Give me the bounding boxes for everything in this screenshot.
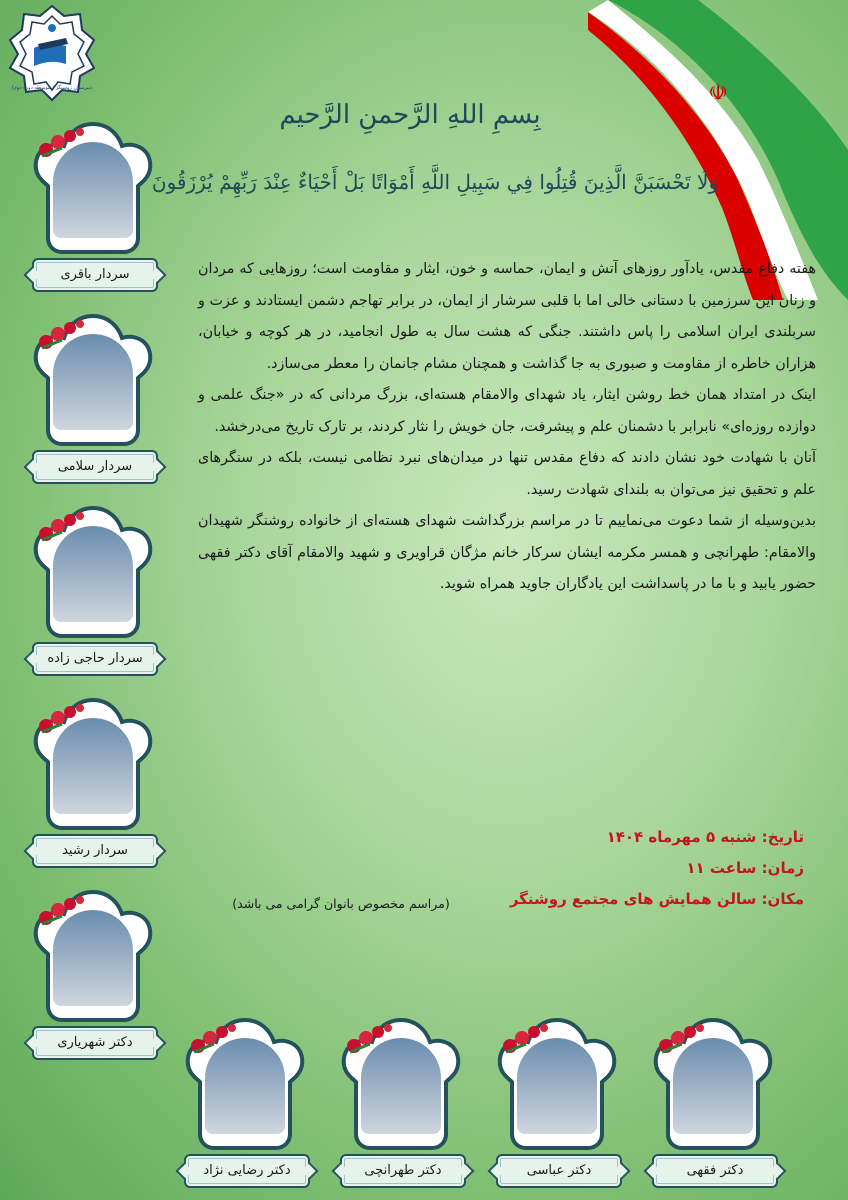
roses-icon [36, 702, 86, 738]
portrait-card [26, 888, 160, 1062]
paragraph-3: آنان با شهادت خود نشان دادند که دفاع مقدس تنها در میدان‌های نبرد نظامی نیست، بلکه در سنگرهای علم و تحقیق نیز می‌توان به بلندای شهادت رسید. [198, 450, 816, 498]
event-details [484, 822, 804, 915]
basmala: بِسمِ اللهِ الرَّحمنِ الرَّحیم [279, 100, 541, 130]
portrait-card [646, 1016, 780, 1190]
event-time: زمان: ساعت ۱۱ [686, 859, 804, 877]
paragraph-4: بدین‌وسیله از شما دعوت می‌نماییم تا در مراسم بزرگداشت شهدای هسته‌ای از خانواده روشنگر شهیدان والامقام: طهرانچی و همسر مکرمه ایشان سرکار خانم مژگان قراویری و شهید والامقام آقای دکتر فقهی حضور یابید و با ما در پاسداشت این یادگاران جاوید همراه شوید. [198, 513, 816, 592]
roses-icon [36, 510, 86, 546]
invitation-text [198, 254, 816, 601]
name-plate: سردار باقری [32, 258, 158, 292]
portrait-card [26, 696, 160, 870]
logo-caption: دبیرستان روشنگر (متوسطه دوره دوم) [11, 85, 93, 91]
event-note: (مراسم مخصوص بانوان گرامی می باشد) [232, 896, 450, 911]
roses-icon [36, 894, 86, 930]
name-plate: سردار حاجی زاده [32, 642, 158, 676]
name-plate: دکتر رضایی نژاد [184, 1154, 310, 1188]
svg-text:☫: ☫ [708, 81, 728, 106]
roses-icon [344, 1022, 394, 1058]
roses-icon [656, 1022, 706, 1058]
name-plate: دکتر شهریاری [32, 1026, 158, 1060]
name-plate: دکتر عباسی [496, 1154, 622, 1188]
paragraph-1: هفته دفاع مقدس، یادآور روزهای آتش و ایمان، حماسه و خون، ایثار و مقاومت است؛ روزهایی که مردان و زنان این سرزمین با دستانی خالی اما با قلبی سرشار از ایمان، در برابر تهاجم دشمن ایستادند و عزت و سربلندی ایران اسلامی را پاس داشتند. جنگی که هشت سال به طول انجامید، در هر کوچه و خیابان، هزاران خاطره از مقاومت و صبوری به جا گذاشت و همچنان مشام جانمان را معطر می‌سازد. [198, 261, 816, 372]
name-plate: دکتر طهرانچی [340, 1154, 466, 1188]
name-plate: دکتر فقهی [652, 1154, 778, 1188]
roses-icon [36, 318, 86, 354]
portrait-card [26, 312, 160, 486]
portrait-card [490, 1016, 624, 1190]
portrait-card [178, 1016, 312, 1190]
portrait-card [334, 1016, 468, 1190]
event-place: مکان: سالن همایش های مجتمع روشنگر [509, 890, 804, 908]
portrait-card [26, 504, 160, 678]
name-plate: سردار سلامی [32, 450, 158, 484]
paragraph-2: اینک در امتداد همان خط روشن ایثار، یاد شهدای والامقام هسته‌ای، بزرگ مردانی که در «جنگ علمی و دوازده روزه‌ای» نابرابر با دشمنان علم و پیشرفت، جان خویش را نثار کردند، بر تارک تاریخ می‌درخشد. [198, 387, 816, 435]
portrait-card [26, 120, 160, 294]
roses-icon [188, 1022, 238, 1058]
roses-icon [500, 1022, 550, 1058]
quran-verse: وَلَا تَحْسَبَنَّ الَّذِينَ قُتِلُوا فِي سَبِيلِ اللَّهِ أَمْوَاتًا بَلْ أَحْيَاءٌ عِنْدَ رَبِّهِمْ يُرْزَقُونَ [151, 170, 719, 194]
name-plate: سردار رشید [32, 834, 158, 868]
roses-icon [36, 126, 86, 162]
event-date: تاریخ: شنبه ۵ مهرماه ۱۴۰۴ [606, 828, 804, 846]
